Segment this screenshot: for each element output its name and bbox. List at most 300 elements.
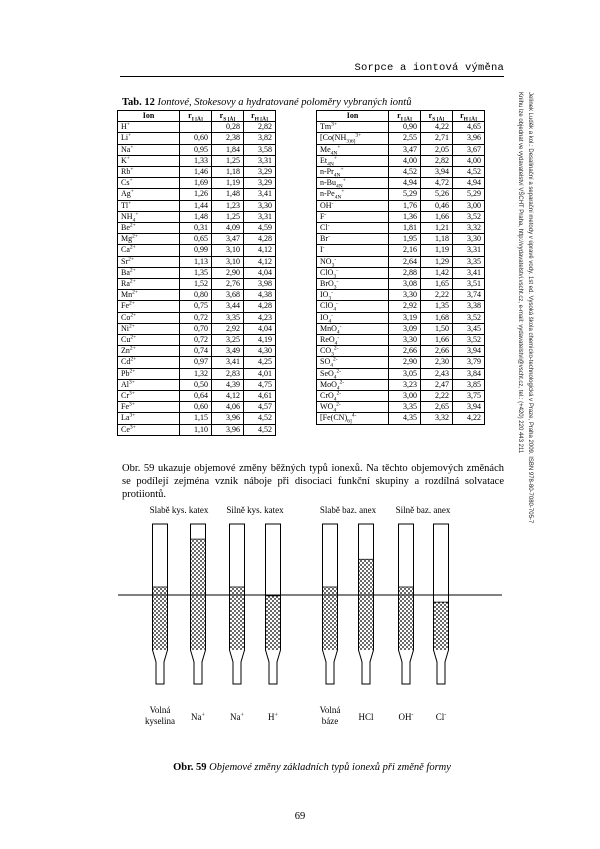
cell-rs: 3,47 (212, 234, 244, 245)
cell-rs: 3,32 (421, 413, 453, 424)
table-row (317, 391, 485, 402)
cell-ion: Cs+ (118, 178, 180, 189)
cell-rh: 3,52 (453, 335, 485, 346)
cell-rh: 3,85 (453, 379, 485, 390)
table-row (317, 245, 485, 256)
cell-ion: ClO$_4$- (317, 301, 389, 312)
column-outlet (399, 650, 414, 684)
column-label: OH- (398, 712, 414, 722)
column-label: Volná báze (319, 705, 341, 726)
cell-rs: 2,47 (421, 379, 453, 390)
table-row (317, 335, 485, 346)
cell-ion: $Co^{2+}$ (118, 312, 180, 323)
cell-ri: 0,70 (180, 323, 212, 334)
resin-bed (230, 587, 244, 650)
table-row (118, 211, 276, 222)
cell-rh: 3,79 (453, 357, 485, 368)
cell-rs: 2,76 (212, 279, 244, 290)
cell-ion: $Cu^{2+}$ (118, 335, 180, 346)
column-header-ri: $r_{I [Å]}$ (180, 111, 212, 122)
cell-ri: 1,76 (389, 200, 421, 211)
cell-ion: SeO$_4^{2-}$ (317, 368, 389, 379)
cell-rh: 4,25 (244, 357, 276, 368)
cell-rh: 5,29 (453, 189, 485, 200)
cell-ion: $Be^{2+}$ (118, 223, 180, 234)
cell-ri: 2,55 (389, 133, 421, 144)
cell-ion: $NO_3^-$ (317, 256, 389, 267)
cell-rs: 1,23 (212, 200, 244, 211)
cell-rh: 3,29 (244, 178, 276, 189)
cell-ion: $Ce^{3+}$ (118, 424, 180, 435)
cell-ri: 0,72 (180, 312, 212, 323)
cell-ri: 3,08 (389, 279, 421, 290)
cell-ri: 0,64 (180, 391, 212, 402)
cell-rs: 2,65 (421, 402, 453, 413)
cell-ri: 3,30 (389, 335, 421, 346)
cell-ion: $WO_4^{2-}$ (317, 402, 389, 413)
cell-ri: 1,35 (180, 267, 212, 278)
column-outlet (434, 650, 449, 684)
cell-rs: 2,22 (421, 391, 453, 402)
cell-rs: 2,43 (421, 368, 453, 379)
cell-ri: 5,29 (389, 189, 421, 200)
cell-ion: $Zn^{2+}$ (118, 346, 180, 357)
cell-rs: 4,09 (212, 223, 244, 234)
cell-ion: Br- (317, 234, 389, 245)
cell-ion: Na+ (118, 144, 180, 155)
resin-column (434, 524, 449, 684)
table-row (118, 391, 276, 402)
cell-ri: 1,44 (180, 200, 212, 211)
cell-ri: 0,74 (180, 346, 212, 357)
body-paragraph: Obr. 59 ukazuje objemové změny běžných typů ionexů. Na těchto objemových změnách se podílejí zejména vznik náboje při disociaci funkční skupiny a rozdílná solvatace protiiontů. (122, 463, 504, 501)
cell-rs: 4,72 (421, 178, 453, 189)
cell-ion: $Ba^{2+}$ (118, 267, 180, 278)
cell-rh: 4,12 (244, 256, 276, 267)
column-label: Na+ (230, 712, 244, 722)
table-row (118, 379, 276, 390)
cell-rh: 3,98 (244, 279, 276, 290)
cell-ri: 2,92 (389, 301, 421, 312)
cell-ion: Li+ (118, 133, 180, 144)
table-row (118, 267, 276, 278)
table-row (317, 279, 485, 290)
resin-column (359, 524, 374, 684)
cell-ri: 2,66 (389, 346, 421, 357)
table-row (118, 200, 276, 211)
cell-rs: 2,38 (212, 133, 244, 144)
cell-rh: 3,84 (453, 368, 485, 379)
cell-rs: 4,22 (421, 122, 453, 133)
cell-ion: $La^{3+}$ (118, 413, 180, 424)
resin-column (191, 524, 206, 684)
table-row (118, 290, 276, 301)
resin-group-label: Slabě kys. katex (149, 505, 209, 515)
cell-ri: 3,35 (389, 402, 421, 413)
table-row (317, 211, 485, 222)
cell-ion: $Me_{4N}^+$ (317, 144, 389, 155)
table-row (118, 223, 276, 234)
cell-rs: 3,41 (212, 357, 244, 368)
resin-bed (399, 587, 413, 650)
side-citation-line-2: Knihu lze objednat ve vydavatelství VŠCHT Praha, http://vydavatelstvi.vscht.cz, e-mail: vydavatelstvi@vscht.cz, tel.: (+420) 220 443 211 (517, 92, 523, 454)
figure-caption (122, 762, 502, 773)
cell-ion: $Al^{3+}$ (118, 379, 180, 390)
cell-rh: 4,59 (244, 223, 276, 234)
table-row (118, 122, 276, 133)
resin-group-label: Silně kys. katex (226, 505, 284, 515)
cell-rs: 4,06 (212, 402, 244, 413)
cell-ri: 0,97 (180, 357, 212, 368)
cell-rh: 4,19 (244, 335, 276, 346)
cell-ion: $SO_4^{2-}$ (317, 357, 389, 368)
table-head (317, 111, 485, 122)
cell-rh: 4,65 (453, 122, 485, 133)
cell-rh: 3,74 (453, 290, 485, 301)
table-row (118, 178, 276, 189)
table-row (317, 223, 485, 234)
table-row (317, 200, 485, 211)
cell-rh: 4,52 (244, 413, 276, 424)
cell-rh: 4,52 (453, 167, 485, 178)
table-row (317, 256, 485, 267)
cell-rs: 3,10 (212, 245, 244, 256)
cell-rs: 2,05 (421, 144, 453, 155)
table-row (118, 312, 276, 323)
cell-ri: 4,94 (389, 178, 421, 189)
cell-rs: 3,44 (212, 301, 244, 312)
cell-ion: Cl- (317, 223, 389, 234)
cell-rh: 3,30 (244, 200, 276, 211)
cell-ion: $Mn^{2+}$ (118, 290, 180, 301)
cell-rs: 2,22 (421, 290, 453, 301)
cell-ri: 0,72 (180, 335, 212, 346)
resin-group-label: Slabě baz. anex (319, 505, 377, 515)
cell-rh: 4,30 (244, 346, 276, 357)
cell-rh: 3,38 (453, 301, 485, 312)
cell-rs: 0,28 (212, 122, 244, 133)
cell-rs: 1,18 (212, 167, 244, 178)
table-row (118, 155, 276, 166)
cell-ri: 3,05 (389, 368, 421, 379)
cell-ri: 3,30 (389, 290, 421, 301)
side-citation (515, 92, 535, 523)
table-row (317, 267, 485, 278)
table-row (317, 234, 485, 245)
cell-ri: 1,32 (180, 368, 212, 379)
cell-ion: ReO$_4$- (317, 335, 389, 346)
cell-ri: 4,52 (389, 167, 421, 178)
cell-ri: 1,15 (180, 413, 212, 424)
cell-rh: 4,52 (244, 424, 276, 435)
cell-rs: 1,42 (421, 267, 453, 278)
page-number: 69 (294, 811, 306, 822)
cell-ion: $Ca^{2+}$ (118, 245, 180, 256)
cell-rh: 3,52 (453, 211, 485, 222)
cell-rh: 3,52 (453, 312, 485, 323)
cell-rh: 2,82 (244, 122, 276, 133)
cell-ion: I- (317, 245, 389, 256)
table-row (118, 256, 276, 267)
cell-rh: 3,45 (453, 323, 485, 334)
table-row (118, 402, 276, 413)
figure-caption-text: Objemové změny základních typů ionexů při změně formy (209, 762, 451, 773)
column-header-ion: Ion (118, 111, 180, 122)
column-header-rh: $r_{H [Å]}$ (244, 111, 276, 122)
cell-ri: 1,81 (389, 223, 421, 234)
cell-rs: 1,25 (212, 155, 244, 166)
cell-ri: 1,52 (180, 279, 212, 290)
cell-ri: 3,47 (389, 144, 421, 155)
cell-rh: 3,58 (244, 144, 276, 155)
cell-ion: $Cr^{3+}$ (118, 391, 180, 402)
column-outlet (323, 650, 338, 684)
resin-column (323, 524, 338, 684)
resin-column (153, 524, 168, 684)
cell-rs: 3,49 (212, 346, 244, 357)
cell-rs: 5,26 (421, 189, 453, 200)
cell-rs: 2,83 (212, 368, 244, 379)
table-row (317, 167, 485, 178)
cell-rh: 4,61 (244, 391, 276, 402)
cell-ri: 0,65 (180, 234, 212, 245)
cell-rh: 3,41 (244, 189, 276, 200)
cell-rh: 4,04 (244, 267, 276, 278)
table-row (118, 357, 276, 368)
cell-ion: $Mg^{2+}$ (118, 234, 180, 245)
cell-rh: 3,51 (453, 279, 485, 290)
cell-ion: $Sr^{2+}$ (118, 256, 180, 267)
cell-rs: 3,96 (212, 424, 244, 435)
cell-rs: 1,29 (421, 256, 453, 267)
resin-bed (266, 596, 280, 650)
cell-ri: 0,60 (180, 402, 212, 413)
cell-rs: 1,25 (212, 211, 244, 222)
cell-rs: 1,84 (212, 144, 244, 155)
cell-rs: 1,48 (212, 189, 244, 200)
cell-rs: 1,21 (421, 223, 453, 234)
cell-ri: 1,69 (180, 178, 212, 189)
cell-rh: 3,75 (453, 391, 485, 402)
cell-ion: $n-Pe_{4N}^+$ (317, 189, 389, 200)
cell-rs: 3,35 (212, 312, 244, 323)
cell-ri: 3,00 (389, 391, 421, 402)
cell-ri: 4,35 (389, 413, 421, 424)
cell-ion: ClO$_3$- (317, 267, 389, 278)
cell-ri: 0,80 (180, 290, 212, 301)
table-row (118, 189, 276, 200)
cell-rs: 2,71 (421, 133, 453, 144)
table-row (118, 346, 276, 357)
table-header-row (317, 111, 485, 122)
cell-ri: 4,00 (389, 155, 421, 166)
cell-ion: $Pb^{2+}$ (118, 368, 180, 379)
cell-rh: 3,29 (244, 167, 276, 178)
table-row (317, 379, 485, 390)
column-outlet (359, 650, 374, 684)
table-row (317, 122, 485, 133)
column-label: HCl (358, 712, 374, 722)
cell-ion: $Et_{4N}^+$ (317, 155, 389, 166)
cell-ion: $IO_3^-$ (317, 290, 389, 301)
cell-ion: F- (317, 211, 389, 222)
table-row (317, 144, 485, 155)
column-header-ion: Ion (317, 111, 389, 122)
table-row (118, 234, 276, 245)
cell-ri: 0,50 (180, 379, 212, 390)
cell-ri: 3,09 (389, 323, 421, 334)
table-row (317, 301, 485, 312)
cell-rs: 3,25 (212, 335, 244, 346)
cell-ri: 2,64 (389, 256, 421, 267)
cell-rs: 2,66 (421, 346, 453, 357)
cell-ion: MnO$_4$- (317, 323, 389, 334)
cell-rh: 4,23 (244, 312, 276, 323)
cell-rs: 1,66 (421, 211, 453, 222)
cell-ri: 1,33 (180, 155, 212, 166)
table-row (118, 167, 276, 178)
table-row (118, 301, 276, 312)
cell-ion: $Ni^{2+}$ (118, 323, 180, 334)
cell-ion: $CO_3^{2-}$ (317, 346, 389, 357)
cell-ion: Tl+ (118, 200, 180, 211)
cell-rh: 4,57 (244, 402, 276, 413)
cell-ri: 3,19 (389, 312, 421, 323)
table-row (317, 357, 485, 368)
column-label: Cl- (435, 712, 447, 722)
table-row (317, 155, 485, 166)
cell-ion: BrO$_3$- (317, 279, 389, 290)
cell-rs: 1,19 (421, 245, 453, 256)
table-row (317, 312, 485, 323)
table-head (118, 111, 276, 122)
cell-rh: 3,94 (453, 346, 485, 357)
cell-rh: 3,31 (453, 245, 485, 256)
side-citation-line-1: Jelínek Luděk a kol.: Desalinační a separační metody v úpravě vody. 1st ed. Vysoká škola chemicko-technologická v Praze, Praha 2009. ISBN 978-80-7080-705-7 (527, 92, 533, 524)
cell-ri: 2,88 (389, 267, 421, 278)
table-header-row (118, 111, 276, 122)
cell-ri: 2,90 (389, 357, 421, 368)
cell-ion: $Cd^{2+}$ (118, 357, 180, 368)
cell-rs: 1,18 (421, 234, 453, 245)
cell-ion: CrO$_4^{2-}$ (317, 391, 389, 402)
cell-rh: 4,75 (244, 379, 276, 390)
cell-ion: K+ (118, 155, 180, 166)
cell-rs: 2,92 (212, 323, 244, 334)
figure-caption-label: Obr. 59 (173, 762, 207, 773)
cell-ion: $IO_4^-$ (317, 312, 389, 323)
cell-ion: Rb+ (118, 167, 180, 178)
table-caption-label: Tab. 12 (122, 97, 155, 108)
cell-ri: 1,95 (389, 234, 421, 245)
cell-ri: 0,60 (180, 133, 212, 144)
resin-group-label: Silně baz. anex (395, 505, 451, 515)
cell-ri: 1,48 (180, 211, 212, 222)
cell-ion: $NH_4^+$ (118, 211, 180, 222)
cell-rs: 1,35 (421, 301, 453, 312)
cell-rh: 3,31 (244, 155, 276, 166)
resin-column (399, 524, 414, 684)
table-row (317, 346, 485, 357)
cell-ion: $Tm^{3+}$ (317, 122, 389, 133)
cell-rs: 0,46 (421, 200, 453, 211)
cell-ri: 0,90 (389, 122, 421, 133)
cell-rh: 3,00 (453, 200, 485, 211)
cell-rh: 3,41 (453, 267, 485, 278)
cell-rs: 3,68 (212, 290, 244, 301)
cell-ri: 1,26 (180, 189, 212, 200)
cell-ri: 1,10 (180, 424, 212, 435)
cell-rh: 3,35 (453, 256, 485, 267)
cell-rs: 1,68 (421, 312, 453, 323)
cell-rh: 3,96 (453, 133, 485, 144)
table-row (118, 413, 276, 424)
cell-ri: 0,31 (180, 223, 212, 234)
cell-ri: 3,23 (389, 379, 421, 390)
table-row (118, 323, 276, 334)
cell-rh: 4,94 (453, 178, 485, 189)
column-label: Na+ (191, 712, 205, 722)
table-row (118, 245, 276, 256)
table-row (317, 368, 485, 379)
cell-ion: [$Co(NH_{3)6]}^{3+}$ (317, 133, 389, 144)
cell-ion: $Fe^{2+}$ (118, 301, 180, 312)
cell-rh: 3,67 (453, 144, 485, 155)
ion-radii-table-right (316, 110, 485, 425)
resin-column (230, 524, 245, 684)
cell-rs: 4,12 (212, 391, 244, 402)
resin-bed (359, 559, 373, 650)
table-row (118, 133, 276, 144)
running-header: Sorpce a iontová výměna (120, 62, 504, 77)
column-header-rs: $r_{S [Å]}$ (421, 111, 453, 122)
cell-rh: 4,38 (244, 290, 276, 301)
cell-rh: 3,31 (244, 211, 276, 222)
cell-rs: 1,19 (212, 178, 244, 189)
ion-radii-table-left (117, 110, 276, 436)
column-header-rh: $r_{H [Å]}$ (453, 111, 485, 122)
table-row (317, 189, 485, 200)
cell-ion: OH- (317, 200, 389, 211)
cell-rs: 4,39 (212, 379, 244, 390)
resin-bed (153, 587, 167, 650)
cell-ri: 0,95 (180, 144, 212, 155)
resin-bed (323, 587, 337, 650)
cell-rh: 4,28 (244, 234, 276, 245)
table-caption-text: Iontové, Stokesovy a hydratované poloměry vybraných iontů (157, 97, 412, 108)
cell-ion: [$Fe(CN)_{6]}^{4-}$ (317, 413, 389, 424)
cell-rs: 1,50 (421, 323, 453, 334)
table-row (317, 413, 485, 424)
column-outlet (153, 650, 168, 684)
cell-rh: 4,28 (244, 301, 276, 312)
cell-rh: 4,12 (244, 245, 276, 256)
column-outlet (266, 650, 281, 684)
cell-rh: 4,04 (244, 323, 276, 334)
column-outlet (230, 650, 245, 684)
table-row (317, 290, 485, 301)
cell-ion: $n-Pr_{4N}^+$ (317, 167, 389, 178)
cell-ion: Ag+ (118, 189, 180, 200)
cell-ri: 1,36 (389, 211, 421, 222)
resin-bed (434, 602, 448, 650)
table-row (317, 178, 485, 189)
cell-ion: $Fe^{3+}$ (118, 402, 180, 413)
cell-rs: 2,82 (421, 155, 453, 166)
cell-rh: 4,22 (453, 413, 485, 424)
column-label: Volná kyselina (145, 705, 175, 726)
table-caption (122, 97, 502, 108)
